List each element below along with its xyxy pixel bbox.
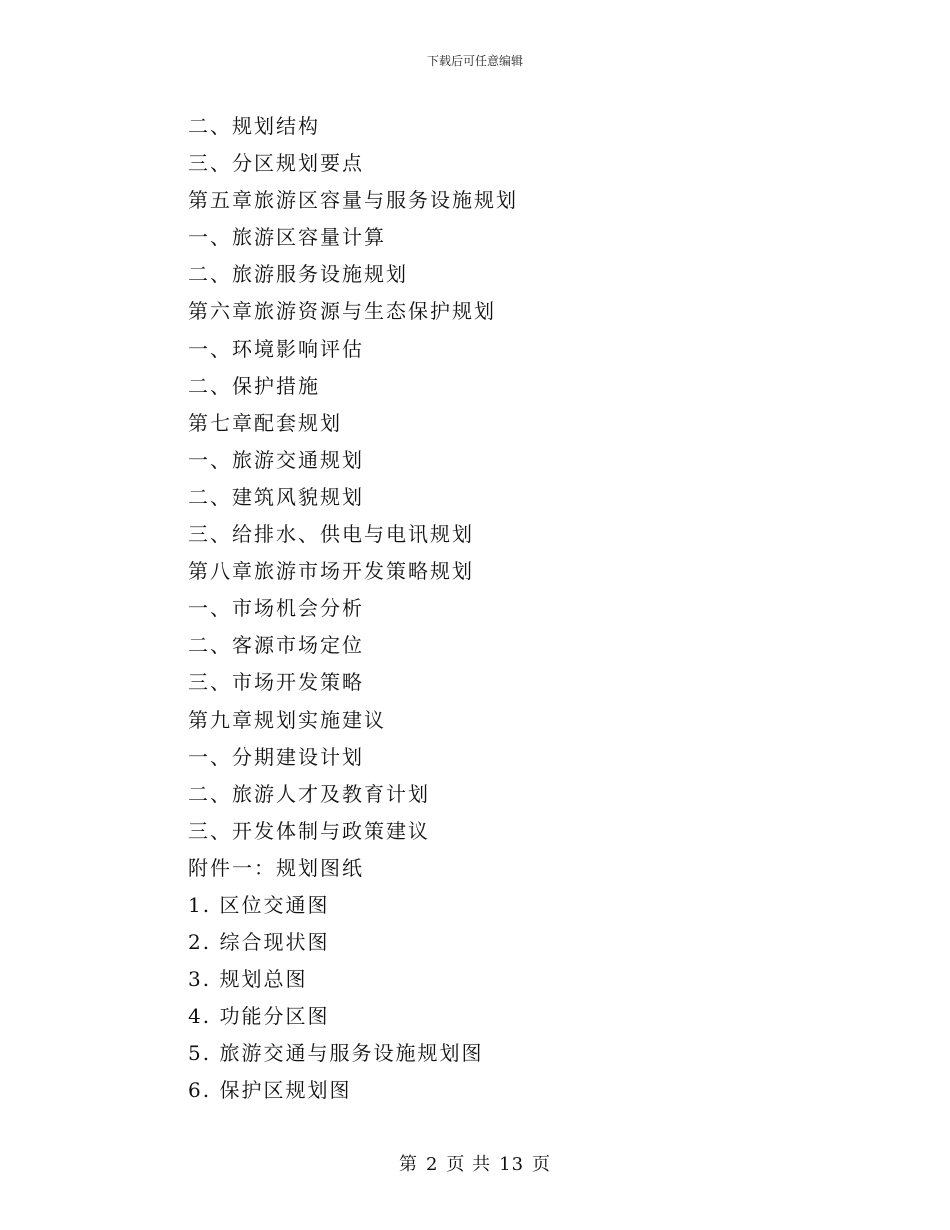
toc-item: 2. 综合现状图	[188, 930, 330, 955]
toc-item: 二、客源市场定位	[188, 633, 364, 658]
toc-item: 6. 保护区规划图	[188, 1078, 352, 1103]
footer-total-pages: 13	[499, 1154, 525, 1175]
toc-item: 1. 区位交通图	[188, 892, 330, 917]
toc-chapter: 第九章规划实施建议	[188, 707, 386, 732]
toc-item: 5. 旅游交通与服务设施规划图	[188, 1041, 484, 1066]
toc-item: 二、旅游服务设施规划	[188, 262, 408, 287]
footer-prefix: 第	[398, 1154, 418, 1175]
toc-item: 3. 规划总图	[188, 967, 308, 992]
page-header: 下载后可任意编辑	[426, 54, 523, 68]
page-footer	[0, 1153, 950, 1177]
toc-item: 二、旅游人才及教育计划	[188, 781, 430, 806]
toc-chapter: 第六章旅游资源与生态保护规划	[188, 299, 496, 324]
toc-item: 三、市场开发策略	[188, 670, 364, 695]
footer-suffix: 页	[532, 1154, 552, 1175]
toc-item: 4. 功能分区图	[188, 1004, 330, 1029]
toc-item: 三、分区规划要点	[188, 151, 364, 176]
table-of-contents	[188, 108, 788, 1110]
toc-item: 二、保护措施	[188, 373, 320, 398]
footer-middle: 页 共	[446, 1154, 492, 1175]
toc-item: 一、旅游区容量计算	[188, 225, 386, 250]
toc-item: 一、环境影响评估	[188, 336, 364, 361]
toc-item: 一、分期建设计划	[188, 744, 364, 769]
toc-item: 三、开发体制与政策建议	[188, 818, 430, 843]
toc-item: 三、给排水、供电与电讯规划	[188, 522, 474, 547]
toc-item: 二、规划结构	[188, 114, 320, 138]
toc-item: 一、市场机会分析	[188, 596, 364, 621]
toc-chapter: 第八章旅游市场开发策略规划	[188, 559, 474, 584]
toc-item: 一、旅游交通规划	[188, 447, 364, 472]
toc-appendix: 附件一：规划图纸	[188, 855, 364, 880]
footer-page-number: 2	[425, 1154, 439, 1175]
toc-item: 二、建筑风貌规划	[188, 484, 364, 509]
toc-chapter: 第七章配套规划	[188, 410, 342, 435]
toc-chapter: 第五章旅游区容量与服务设施规划	[188, 188, 518, 213]
